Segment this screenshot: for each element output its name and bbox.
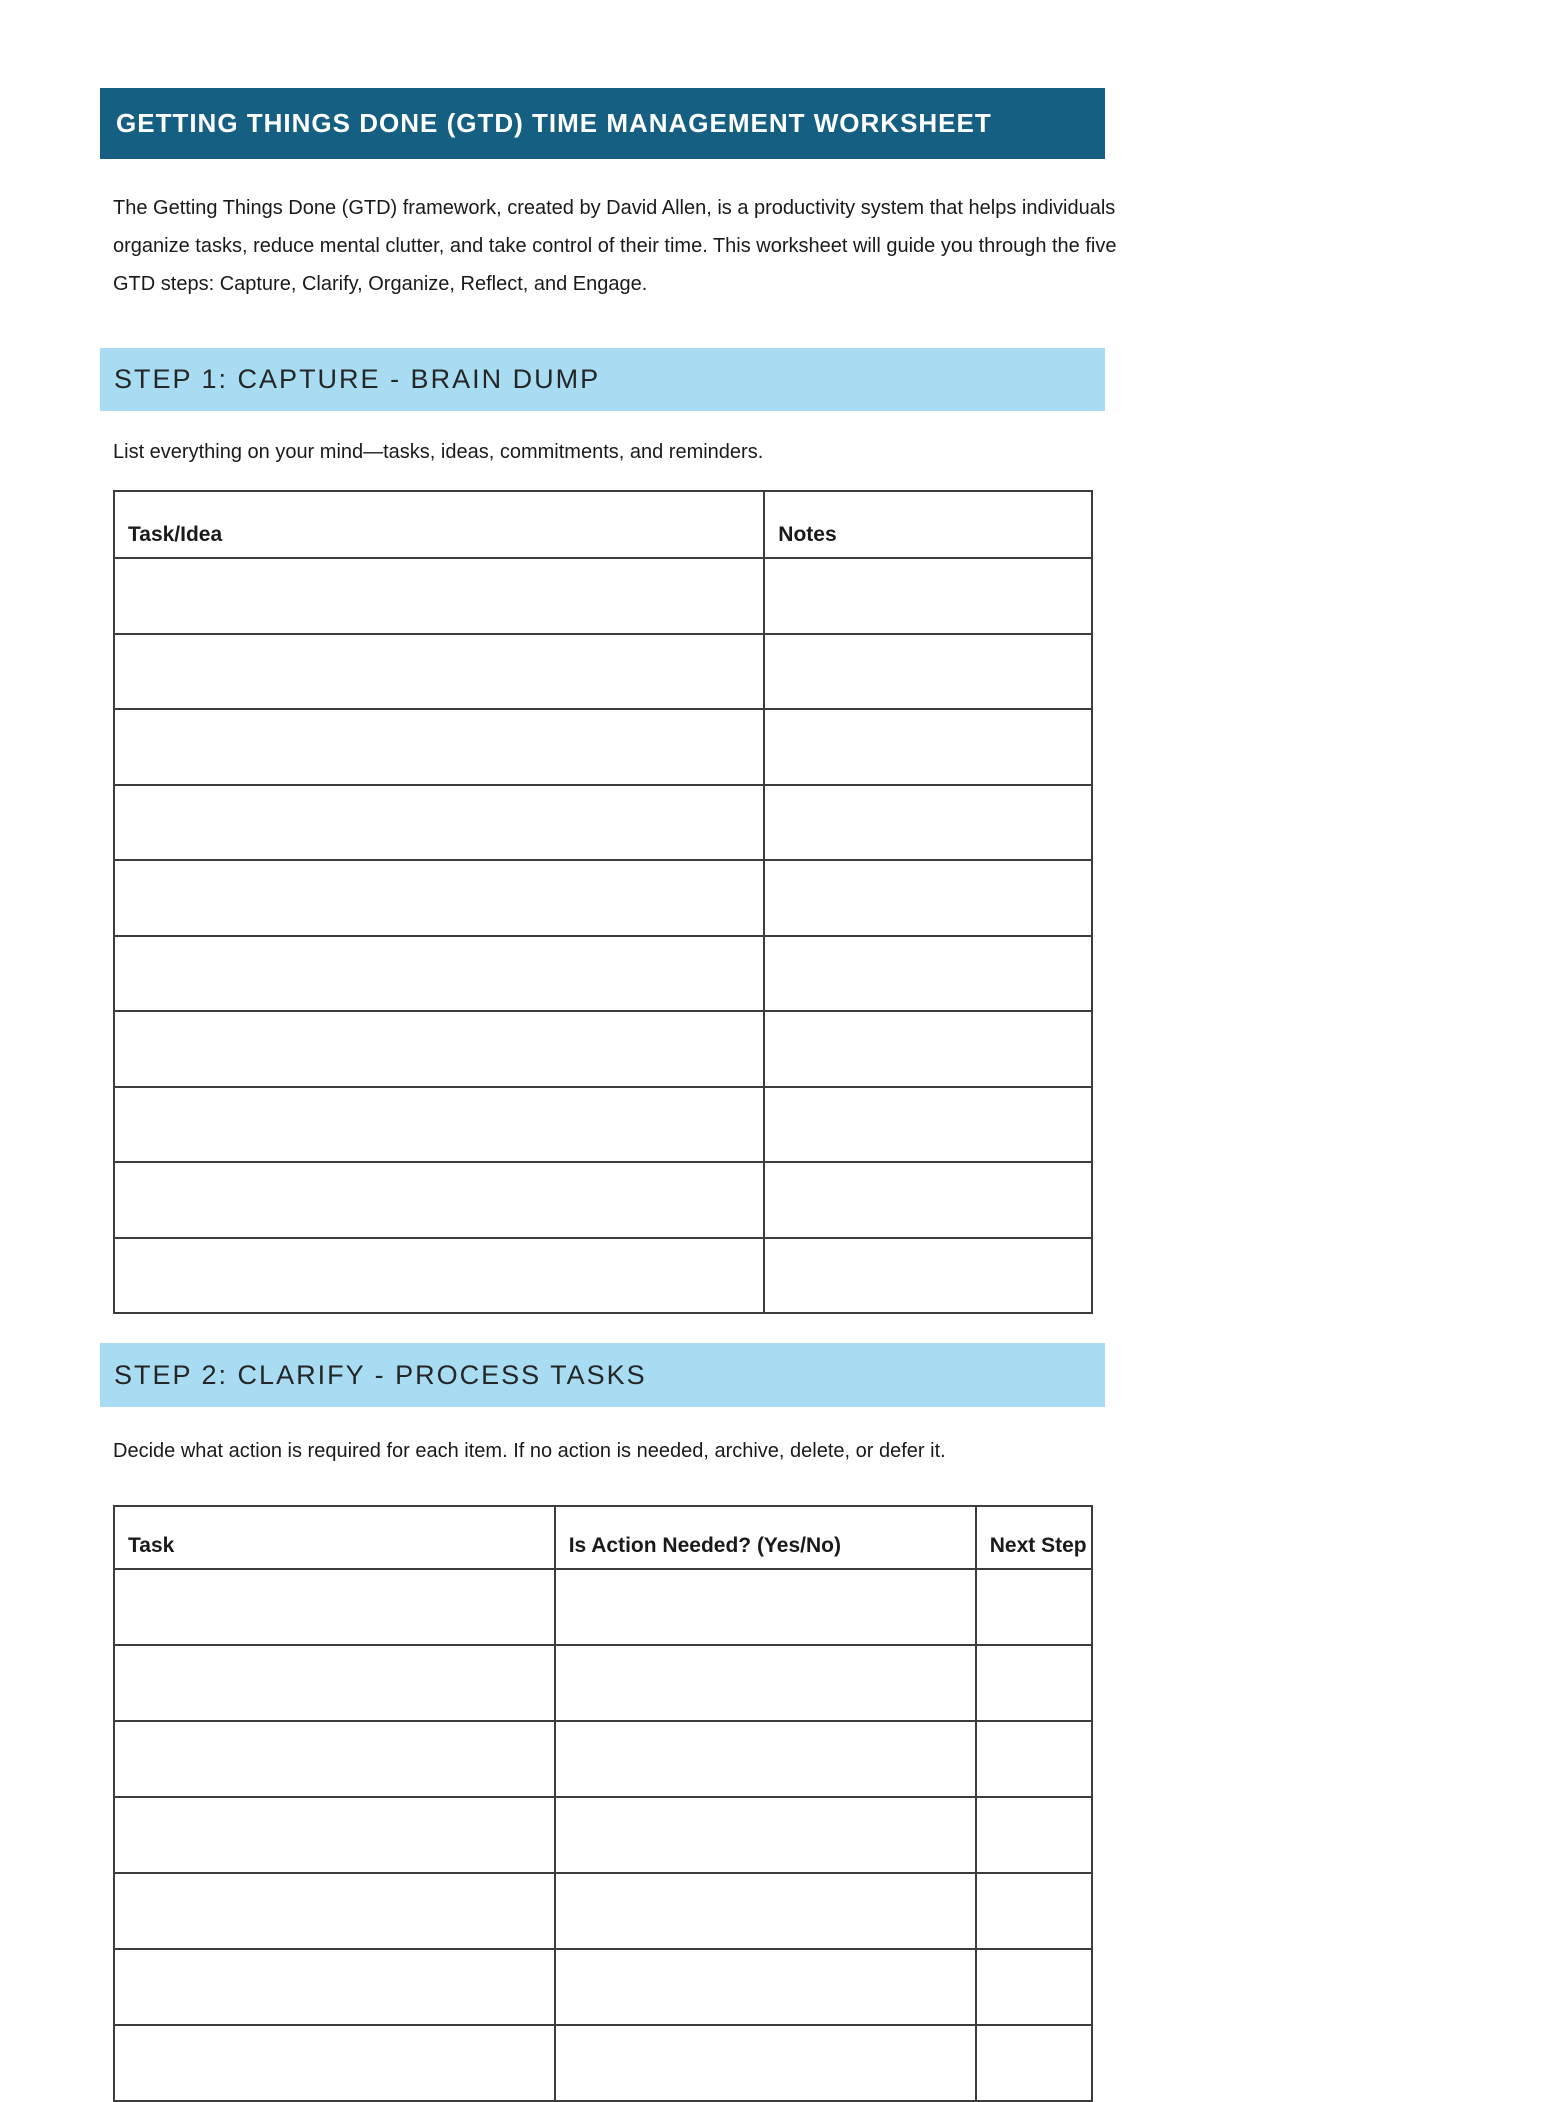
empty-cell[interactable] <box>114 1721 555 1797</box>
clarify-table-header-row <box>114 1506 1092 1569</box>
empty-row <box>114 860 1092 936</box>
empty-cell[interactable] <box>114 1645 555 1721</box>
empty-row <box>114 634 1092 710</box>
empty-cell[interactable] <box>764 1162 1092 1238</box>
empty-cell[interactable] <box>114 634 764 710</box>
empty-row <box>114 2025 1092 2101</box>
step1-heading-banner <box>100 348 1105 411</box>
empty-row <box>114 1162 1092 1238</box>
capture-table <box>113 490 1093 1314</box>
empty-cell[interactable] <box>976 2025 1092 2101</box>
capture-table-body <box>114 558 1092 1313</box>
empty-cell[interactable] <box>976 1721 1092 1797</box>
empty-cell[interactable] <box>764 936 1092 1012</box>
empty-cell[interactable] <box>764 1011 1092 1087</box>
step1-description: List everything on your mind—tasks, ideas, commitments, and reminders. <box>113 441 764 463</box>
clarify-col-next-step: Next Step <box>976 1506 1092 1569</box>
empty-cell[interactable] <box>764 1238 1092 1314</box>
empty-cell[interactable] <box>114 1087 764 1163</box>
clarify-table-header <box>114 1506 1092 1569</box>
capture-col-notes: Notes <box>764 491 1092 558</box>
clarify-table-body <box>114 1569 1092 2101</box>
empty-cell[interactable] <box>555 1797 976 1873</box>
empty-cell[interactable] <box>555 2025 976 2101</box>
step2-heading: STEP 2: CLARIFY - PROCESS TASKS <box>114 1359 647 1390</box>
empty-row <box>114 1087 1092 1163</box>
worksheet-page <box>0 88 1117 2102</box>
empty-cell[interactable] <box>114 558 764 634</box>
empty-row <box>114 1797 1092 1873</box>
empty-cell[interactable] <box>114 860 764 936</box>
empty-row <box>114 1238 1092 1314</box>
step2-description: Decide what action is required for each item. If no action is needed, archive, delete, or defer it. <box>113 1440 946 1462</box>
empty-row <box>114 1949 1092 2025</box>
empty-cell[interactable] <box>555 1873 976 1949</box>
empty-cell[interactable] <box>555 1569 976 1645</box>
intro-paragraph: The Getting Things Done (GTD) framework, created by David Allen, is a productivity system that helps individuals organize tasks, reduce mental clutter, and take control of their time. This worksheet will guide you through the five GTD steps: Capture, Clarify, Organize, Reflect, and Engage. <box>113 197 1117 295</box>
empty-row <box>114 785 1092 861</box>
title-banner <box>100 88 1105 159</box>
capture-table-header <box>114 491 1092 558</box>
empty-cell[interactable] <box>114 1797 555 1873</box>
empty-cell[interactable] <box>764 558 1092 634</box>
step2-heading-banner <box>100 1343 1105 1407</box>
empty-cell[interactable] <box>555 1721 976 1797</box>
empty-cell[interactable] <box>114 1949 555 2025</box>
step1-heading: STEP 1: CAPTURE - BRAIN DUMP <box>114 364 601 394</box>
empty-row <box>114 558 1092 634</box>
empty-cell[interactable] <box>764 709 1092 785</box>
empty-cell[interactable] <box>764 785 1092 861</box>
empty-row <box>114 1721 1092 1797</box>
empty-cell[interactable] <box>114 1162 764 1238</box>
empty-cell[interactable] <box>976 1949 1092 2025</box>
empty-cell[interactable] <box>555 1645 976 1721</box>
empty-cell[interactable] <box>114 936 764 1012</box>
capture-col-task-idea: Task/Idea <box>114 491 764 558</box>
empty-cell[interactable] <box>976 1569 1092 1645</box>
empty-cell[interactable] <box>976 1873 1092 1949</box>
empty-cell[interactable] <box>114 2025 555 2101</box>
empty-row <box>114 1873 1092 1949</box>
clarify-col-task: Task <box>114 1506 555 1569</box>
empty-cell[interactable] <box>114 1873 555 1949</box>
empty-cell[interactable] <box>976 1797 1092 1873</box>
section-step1-capture <box>100 348 1105 1314</box>
empty-cell[interactable] <box>114 785 764 861</box>
empty-row <box>114 1011 1092 1087</box>
clarify-col-action-needed: Is Action Needed? (Yes/No) <box>555 1506 976 1569</box>
empty-cell[interactable] <box>764 1087 1092 1163</box>
empty-cell[interactable] <box>114 1238 764 1314</box>
empty-cell[interactable] <box>764 860 1092 936</box>
empty-row <box>114 709 1092 785</box>
empty-row <box>114 1645 1092 1721</box>
empty-cell[interactable] <box>114 709 764 785</box>
empty-cell[interactable] <box>114 1569 555 1645</box>
section-step2-clarify <box>100 1343 1105 2102</box>
empty-row <box>114 1569 1092 1645</box>
empty-row <box>114 936 1092 1012</box>
empty-cell[interactable] <box>114 1011 764 1087</box>
page-title: GETTING THINGS DONE (GTD) TIME MANAGEMENT WORKSHEET <box>116 108 992 138</box>
empty-cell[interactable] <box>555 1949 976 2025</box>
empty-cell[interactable] <box>764 634 1092 710</box>
capture-table-header-row <box>114 491 1092 558</box>
empty-cell[interactable] <box>976 1645 1092 1721</box>
clarify-table <box>113 1505 1093 2102</box>
